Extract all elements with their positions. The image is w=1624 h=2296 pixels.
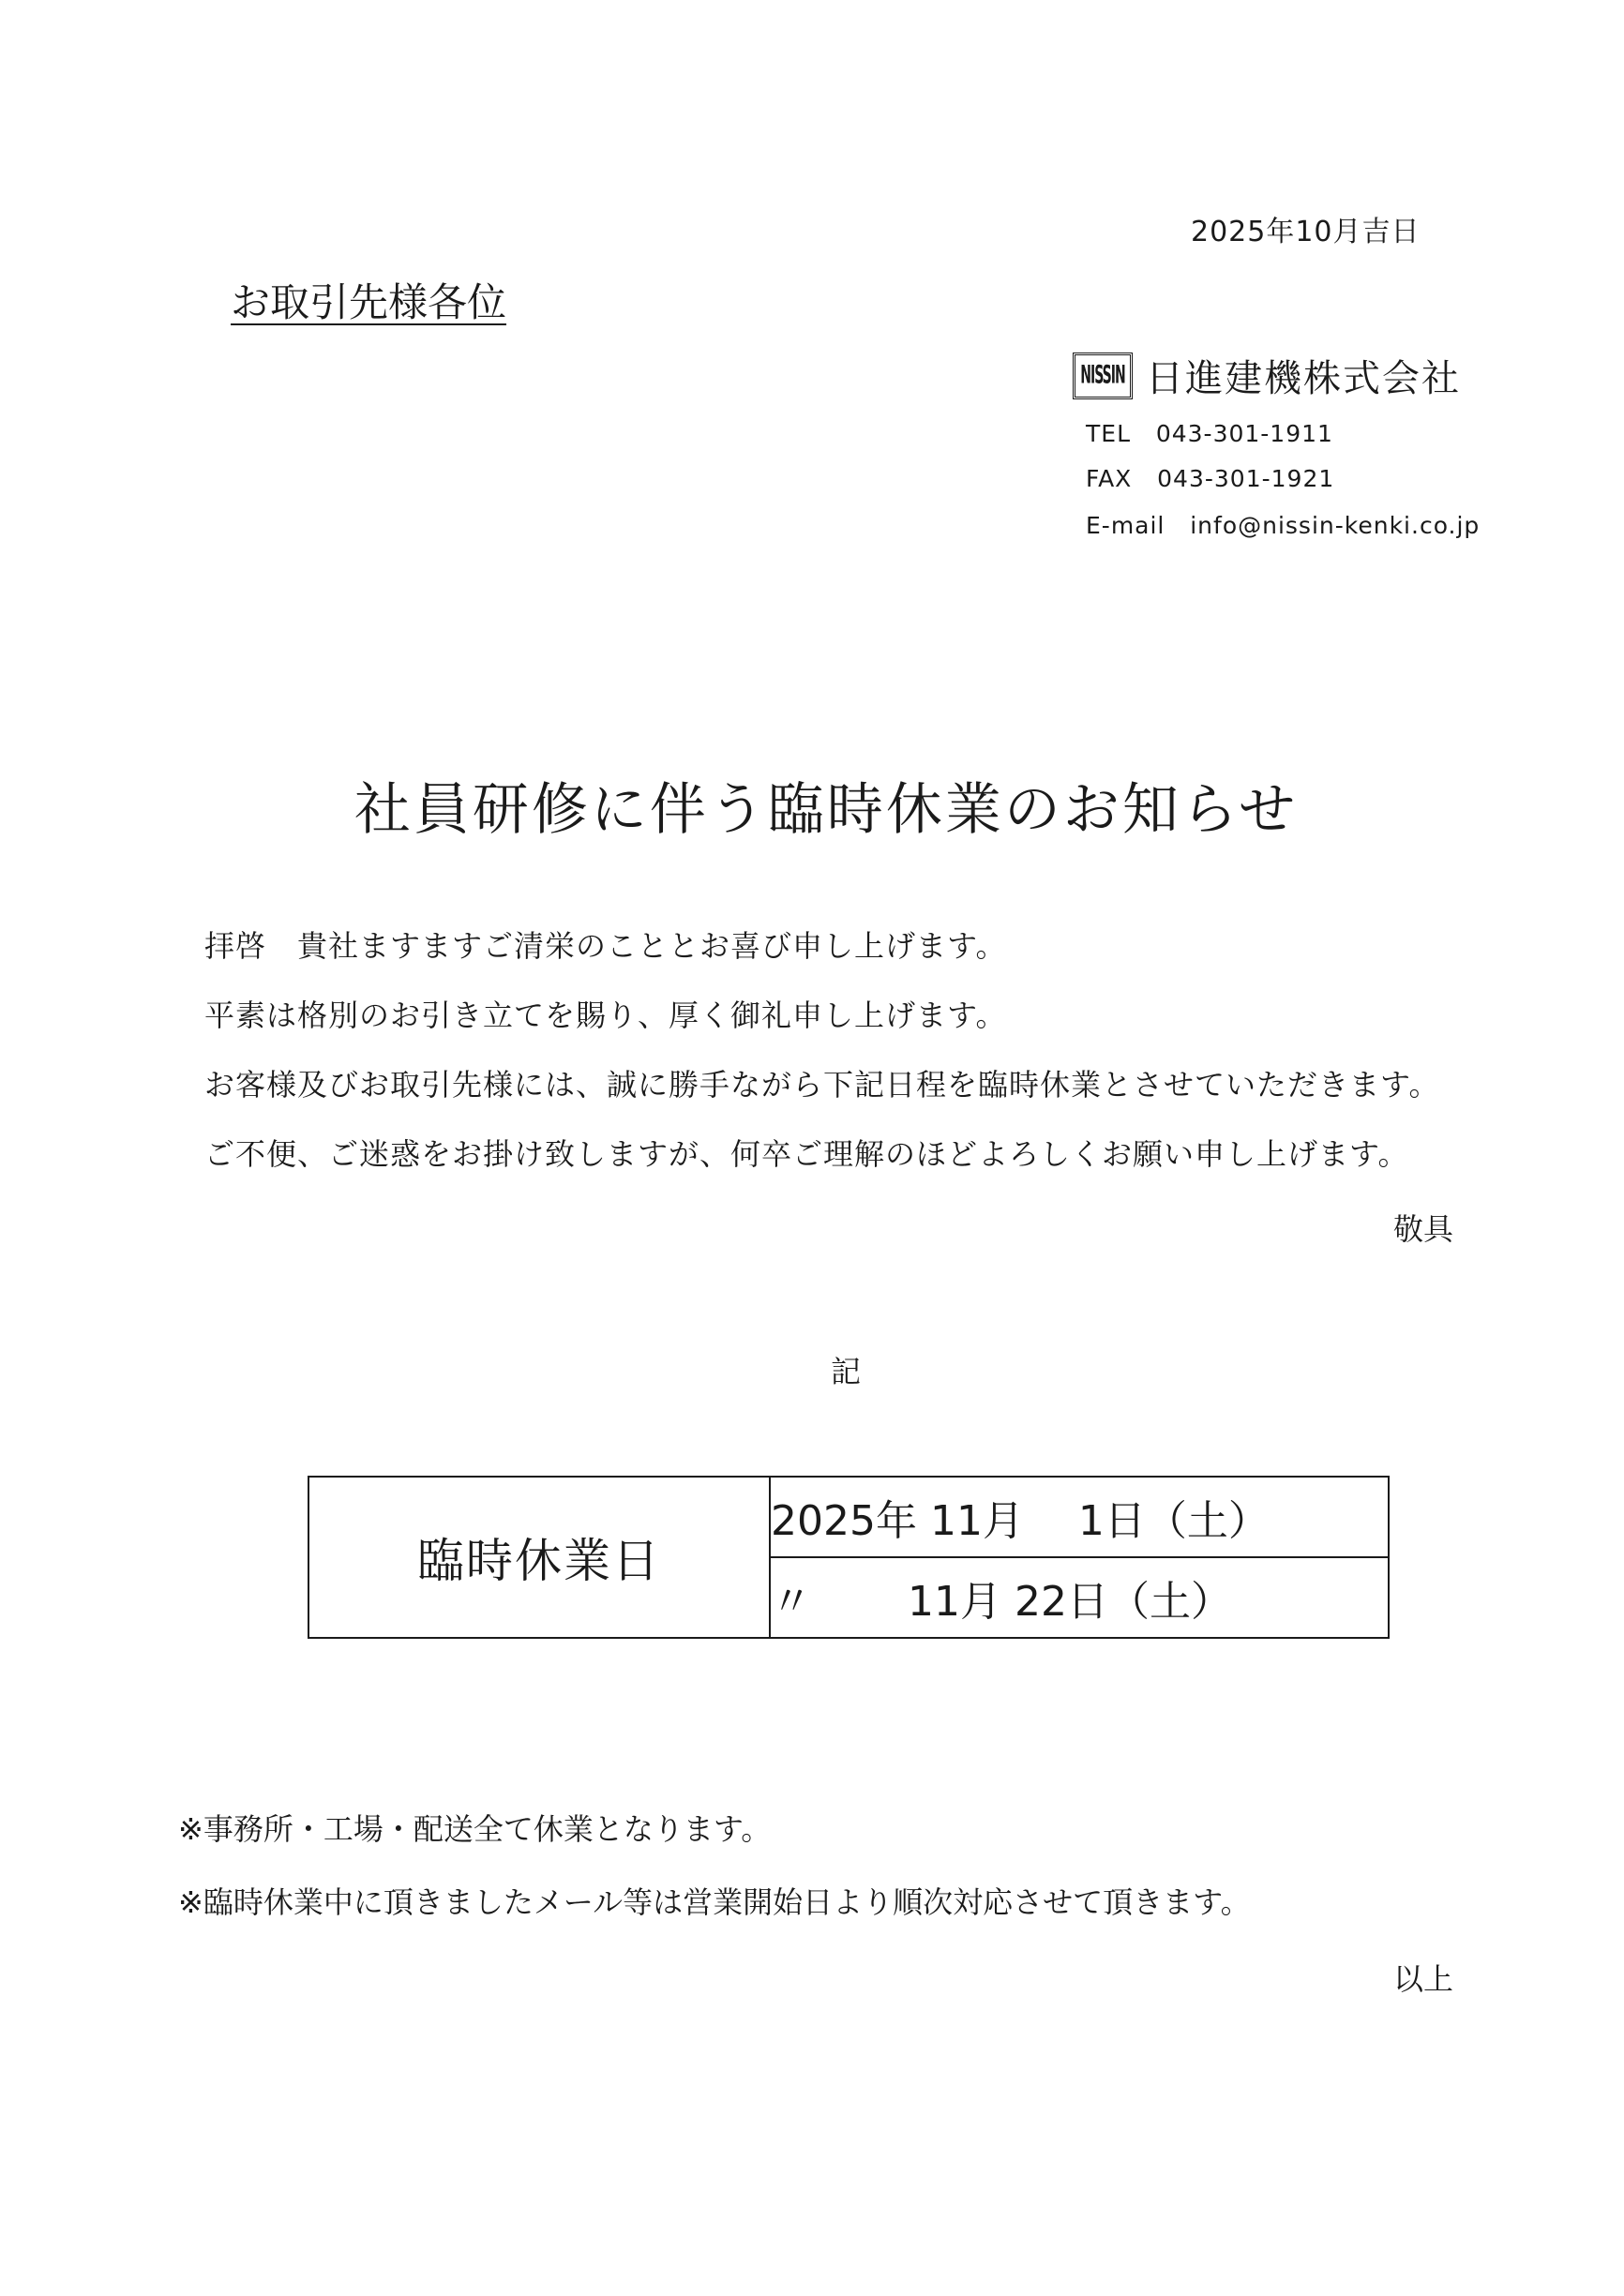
body-paragraph-4: ご不便、ご迷惑をお掛け致しますが、何卒ご理解のほどよろしくお願い申し上げます。: [204, 1136, 1409, 1172]
document-date: 2025年10月吉日: [1191, 216, 1421, 248]
closing-keigu: 敬具: [1393, 1211, 1454, 1247]
company-fax: FAX 043-301-1921: [1086, 465, 1335, 492]
company-logo-text: NISSIN: [1080, 361, 1125, 390]
closure-label: 臨時休業日: [308, 1477, 770, 1638]
company-tel: TEL 043-301-1911: [1086, 420, 1333, 447]
closing-ijo: 以上: [1393, 1961, 1454, 1997]
page-title: 社員研修に伴う臨時休業のお知らせ: [353, 777, 1299, 843]
company-logo: [1073, 353, 1133, 399]
closure-date-2: 〃 11月 22日（土）: [770, 1557, 1389, 1638]
note-2: ※臨時休業中に頂きましたメール等は営業開始日より順次対応させて頂きます。: [178, 1884, 1251, 1920]
closure-schedule-table: [308, 1476, 1390, 1639]
closure-date-1: 2025年 11月 1日（土）: [770, 1477, 1389, 1557]
body-paragraph-1: 拝啓 貴社ますますご清栄のこととお喜び申し上げます。: [204, 928, 1007, 964]
company-name: 日進建機株式会社: [1146, 357, 1461, 400]
table-row: [308, 1477, 1389, 1557]
body-paragraph-3: お客様及びお取引先様には、誠に勝手ながら下記日程を臨時休業とさせていただきます。: [204, 1067, 1440, 1103]
body-paragraph-2: 平素は格別のお引き立てを賜り、厚く御礼申し上げます。: [204, 998, 1007, 1033]
note-1: ※事務所・工場・配送全て休業となります。: [178, 1811, 772, 1847]
addressee: お取引先様各位: [231, 279, 507, 325]
company-block: [1073, 349, 1461, 402]
ki-heading: 記: [831, 1354, 862, 1389]
company-email: E-mail info@nissin-kenki.co.jp: [1086, 512, 1481, 539]
